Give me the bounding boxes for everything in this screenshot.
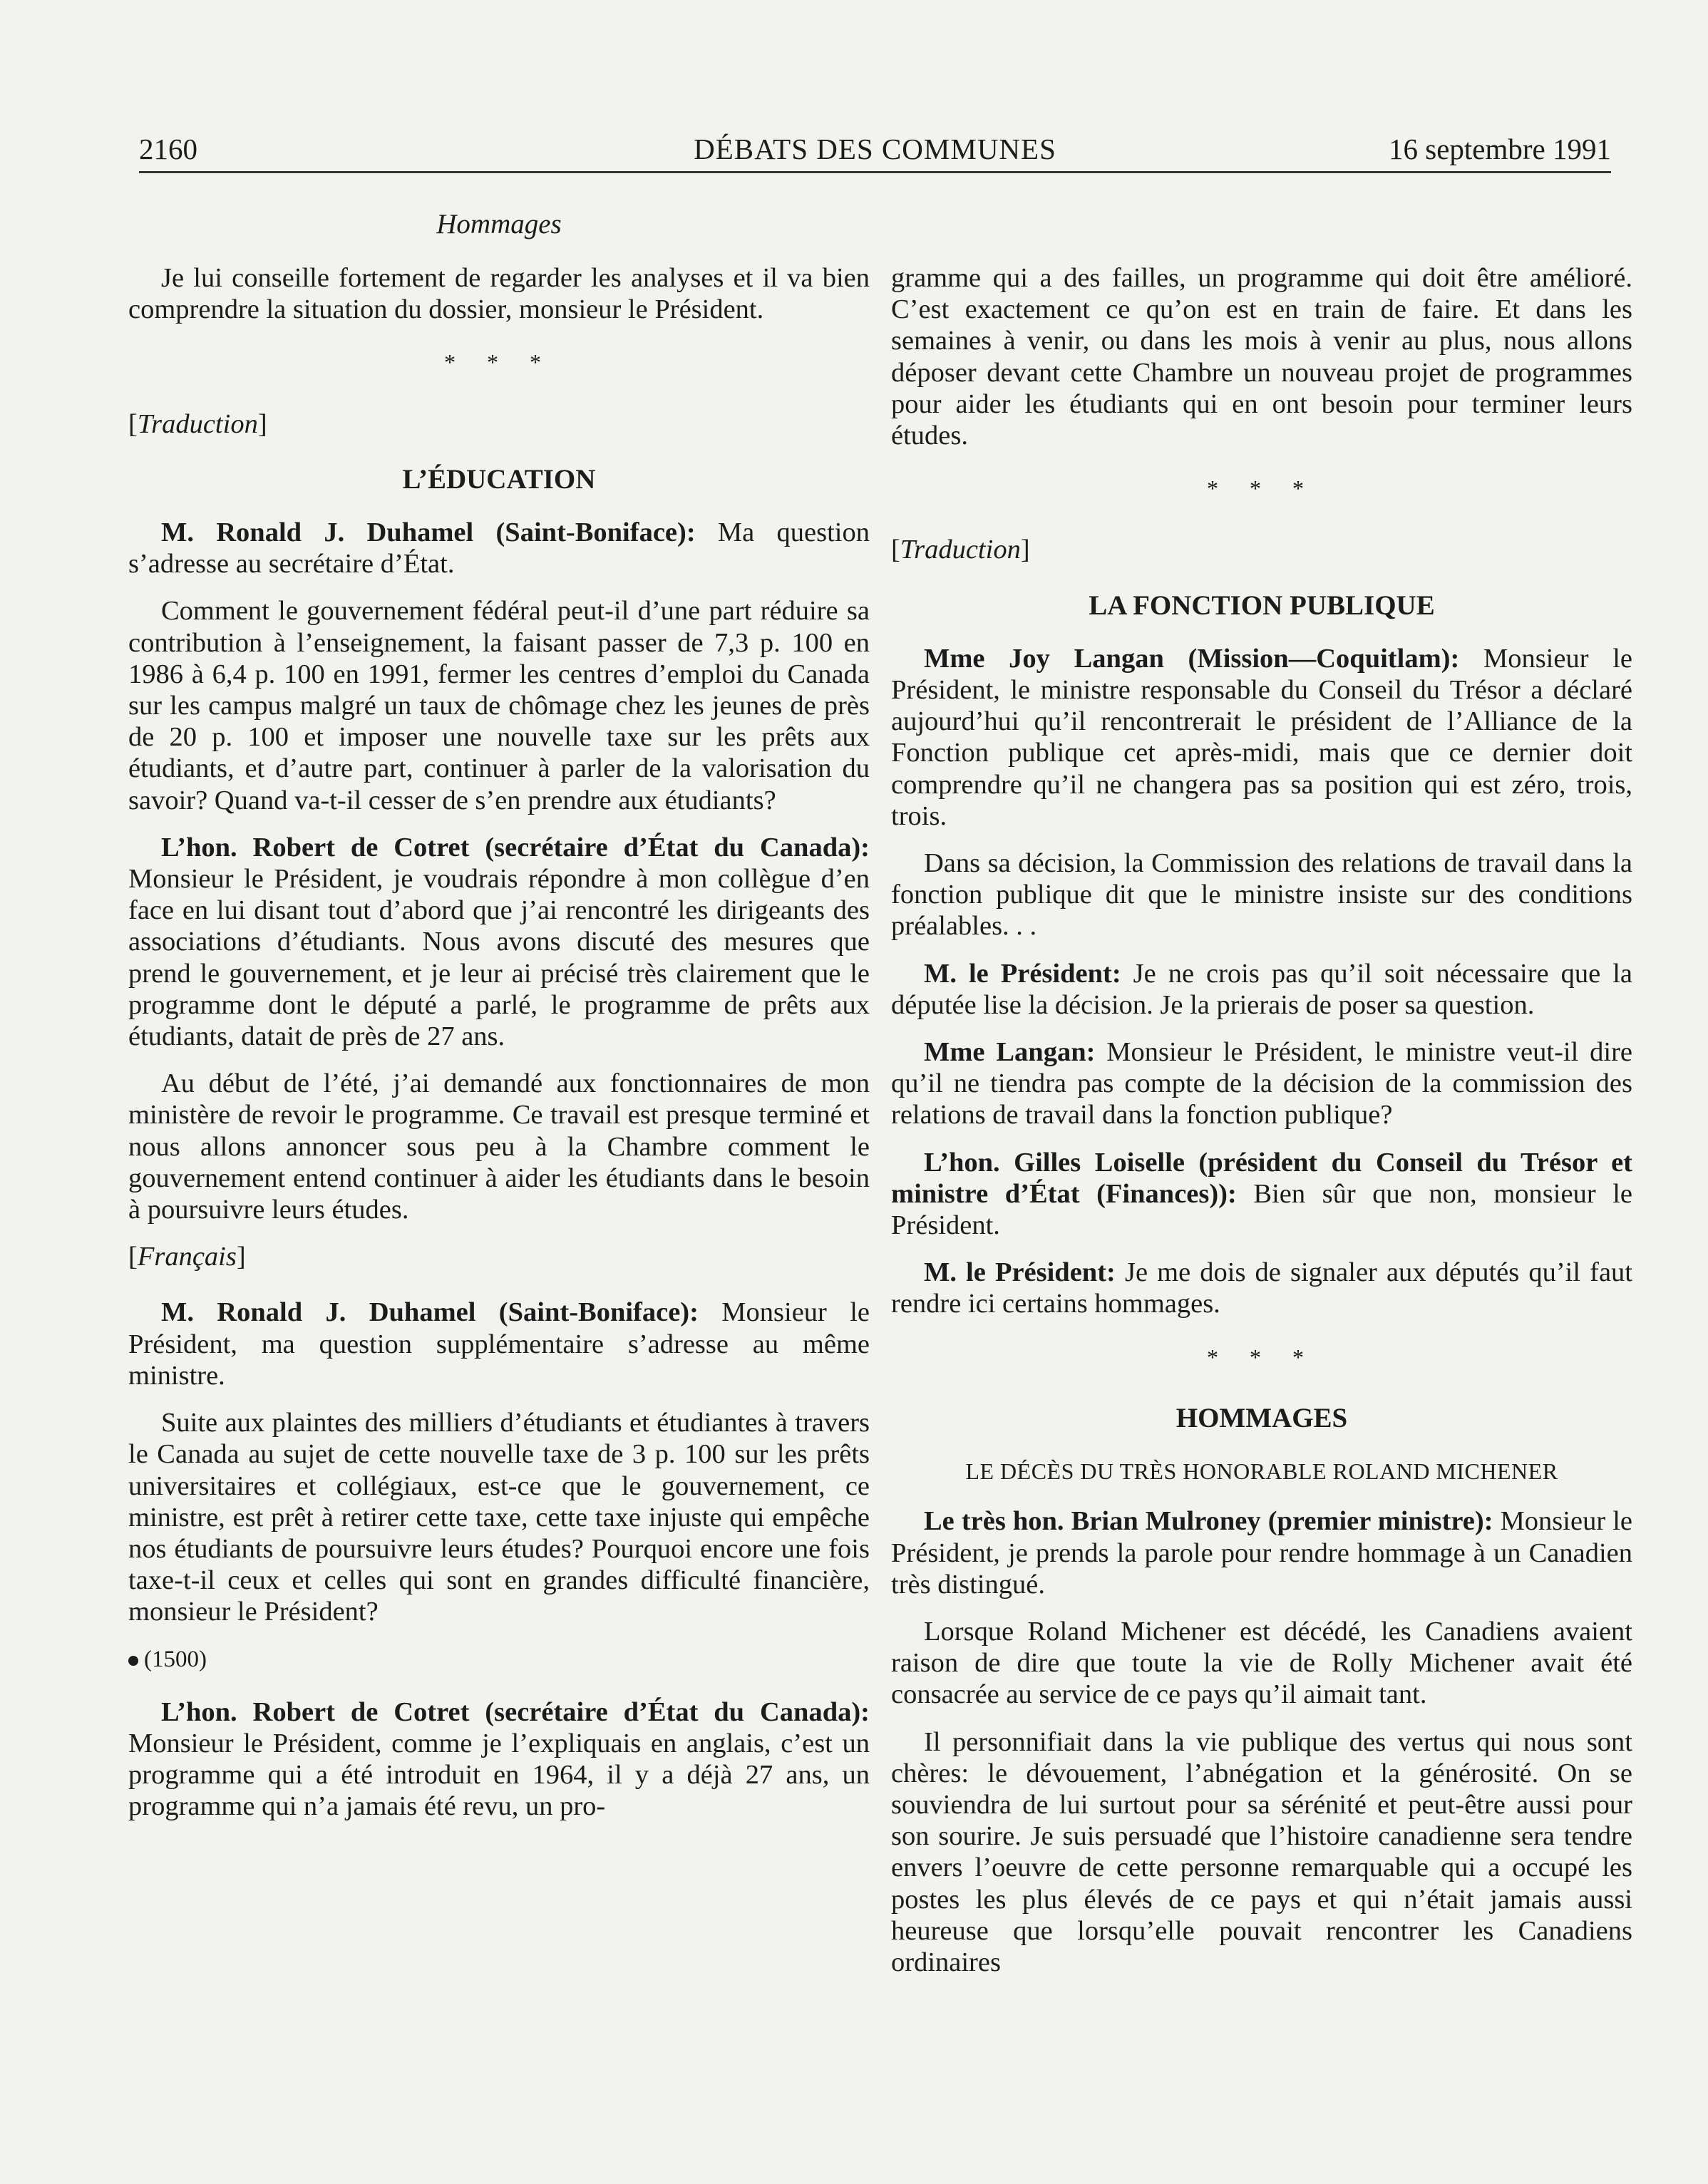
speech-text: Je ne crois pas qu’il soit nécessaire que la députée lise la décision. Je la prierais de poser sa question.: [891, 958, 1632, 1020]
speaker-name: L’hon. Robert de Cotret (secrétaire d’État du Canada):: [161, 832, 870, 862]
speech-text: Monsieur le Président, ma question supplémentaire s’adresse au même ministre.: [128, 1297, 870, 1391]
paragraph: [891, 1505, 1632, 1600]
speaker-name: L’hon. Robert de Cotret (secrétaire d’État du Canada):: [161, 1696, 870, 1727]
language-tag-label: Français: [137, 1242, 237, 1272]
paragraph: [891, 1147, 1632, 1242]
section-heading: LA FONCTION PUBLIQUE: [1089, 589, 1435, 621]
paragraph: Je lui conseille fortement de regarder les analyses et il va bien comprendre la situation du dossier, monsieur le Président.: [128, 263, 870, 325]
section-separator: * * *: [444, 349, 554, 376]
speech-text: Ma question s’adresse au secrétaire d’État.: [128, 517, 870, 580]
speaker-name: Mme Joy Langan (Mission—Coquitlam):: [924, 643, 1460, 674]
page-header: [139, 127, 1611, 173]
paragraph: Dans sa décision, la Commission des relations de travail dans la fonction publique dit que le ministre insiste sur des conditions préalables. . .: [891, 848, 1632, 942]
speaker-name: M. le Président:: [924, 1257, 1116, 1288]
speech-text: Monsieur le Président, le ministre responsable du Conseil du Trésor a déclaré aujourd’hui qu’il rencontrerait le président de l’Alliance de la Fonction publique cet après-midi, mais que ce dernier doit comprendre qu’il ne changera pas sa position qui est zéro, trois, trois.: [891, 643, 1632, 831]
language-tag-label: Traduction: [137, 408, 258, 439]
time-marker: [128, 1644, 870, 1675]
paragraph: Il personnifiait dans la vie publique des vertus qui nous sont chères: le dévouement, l’abnégation et la générosité. On se souviendra de lui surtout pour sa sérénité et peut-être aussi pour son sourire. Je suis persuadé que l’histoire canadienne sera tendre envers l’oeuvre de cette personne remarquable qui a occupé les postes les plus élevés de ce pays et qui n’était jamais aussi heureuse que lorsqu’elle pouvait rencontrer les Canadiens ordinaires: [891, 1726, 1632, 1977]
section-heading: L’ÉDUCATION: [402, 463, 596, 495]
speaker-name: M. le Président:: [924, 958, 1121, 989]
language-tag: [Traduction]: [891, 535, 1030, 565]
page-date: 16 septembre 1991: [1389, 133, 1611, 165]
paragraph: [128, 832, 870, 1052]
publication-title: DÉBATS DES COMMUNES: [694, 133, 1056, 165]
language-tag: [Français]: [128, 1242, 246, 1272]
paragraph: Lorsque Roland Michener est décédé, les Canadiens avaient raison de dire que toute la vie de Rolly Michener avait été consacrée au service de ce pays qu’il aimait tant.: [891, 1616, 1632, 1710]
speech-text: Bien sûr que non, monsieur le Président.: [891, 1178, 1632, 1241]
speaker-name: Mme Langan:: [924, 1037, 1096, 1068]
right-column: [891, 262, 1632, 1994]
paragraph: [128, 517, 870, 580]
speech-text: Monsieur le Président, je voudrais répondre à mon collègue d’en face en lui disant tout d’abord que j’ai rencontré les dirigeants des associations d’étudiants. Nous avons discuté des mesures que prend le gouvernement, et je leur ai précisé très clairement que le programme dont le député a parlé, le programme de prêts aux étudiants, datait de près de 27 ans.: [128, 864, 870, 1052]
bullet-icon: [128, 1656, 138, 1666]
paragraph: Au début de l’été, j’ai demandé aux fonctionnaires de mon ministère de revoir le programme. Ce travail est presque terminé et nous allons annoncer sous peu à la Chambre comment le gouvernement entend continuer à aider les étudiants dans le besoin à poursuivre leurs études.: [128, 1068, 870, 1225]
speech-text: Je me dois de signaler aux députés qu’il faut rendre ici certains hommages.: [891, 1257, 1632, 1319]
section-separator: * * *: [1207, 1344, 1317, 1370]
paragraph: [128, 1297, 870, 1391]
speech-text: Monsieur le Président, je prends la parole pour rendre hommage à un Canadien très distingué.: [891, 1506, 1632, 1600]
speaker-name: M. Ronald J. Duhamel (Saint-Boniface):: [161, 1297, 699, 1328]
left-column: [128, 262, 870, 1838]
paragraph: [891, 958, 1632, 1021]
language-tag-label: Traduction: [900, 535, 1021, 565]
page-number: 2160: [139, 133, 197, 165]
paragraph: gramme qui a des failles, un programme qui doit être amélioré. C’est exactement ce qu’on est en train de faire. Et dans les semaines à venir, ou dans les mois à venir au plus, nous allons déposer devant cette Chambre un nouveau projet de programmes pour aider les étudiants qui en ont besoin pour terminer leurs études.: [891, 263, 1632, 451]
speech-text: Monsieur le Président, le ministre veut-il dire qu’il ne tiendra pas compte de la décision de la commission des relations de travail dans la fonction publique?: [891, 1037, 1632, 1130]
paragraph: [128, 1696, 870, 1823]
paragraph: Comment le gouvernement fédéral peut-il d’une part réduire sa contribution à l’enseignement, la faisant passer de 7,3 p. 100 en 1986 à 6,4 p. 100 en 1991, fermer les centres d’emploi du Canada sur les campus malgré un taux de chômage chez les jeunes de près de 20 p. 100 et imposer une nouvelle taxe sur les prêts aux étudiants, et d’autre part, continuer à parler de la valorisation du savoir? Quand va-t-il cesser de s’en prendre aux étudiants?: [128, 596, 870, 815]
time-marker-label: (1500): [144, 1646, 207, 1672]
section-subheading: LE DÉCÈS DU TRÈS HONORABLE ROLAND MICHENER: [965, 1458, 1558, 1485]
language-tag: [Traduction]: [128, 408, 267, 439]
speech-text: Monsieur le Président, comme je l’expliquais en anglais, c’est un programme qui a été introduit en 1964, il y a déjà 27 ans, un programme qui n’a jamais été revu, un pro-: [128, 1728, 870, 1822]
speaker-name: M. Ronald J. Duhamel (Saint-Boniface):: [161, 517, 696, 548]
speaker-name: L’hon. Gilles Loiselle (président du Conseil du Trésor et ministre d’État (Finances)):: [891, 1147, 1632, 1209]
speaker-name: Le très hon. Brian Mulroney (premier ministre):: [924, 1506, 1493, 1537]
paragraph: Suite aux plaintes des milliers d’étudiants et étudiantes à travers le Canada au sujet de cette nouvelle taxe de 3 p. 100 sur les prêts universitaires et collégiaux, est-ce que le gouvernement, ce ministre, est prêt à retirer cette taxe, cette taxe injuste qui empêche nos étudiants de poursuivre leurs études? Pourquoi encore une fois taxe-t-il ceux et celles qui sont en grandes difficulté financière, monsieur le Président?: [128, 1408, 870, 1627]
paragraph: [891, 1257, 1632, 1319]
running-head: Hommages: [436, 209, 562, 239]
paragraph: [891, 1036, 1632, 1131]
paragraph: [891, 643, 1632, 832]
section-heading: HOMMAGES: [1175, 1402, 1348, 1433]
section-separator: * * *: [1207, 475, 1317, 502]
